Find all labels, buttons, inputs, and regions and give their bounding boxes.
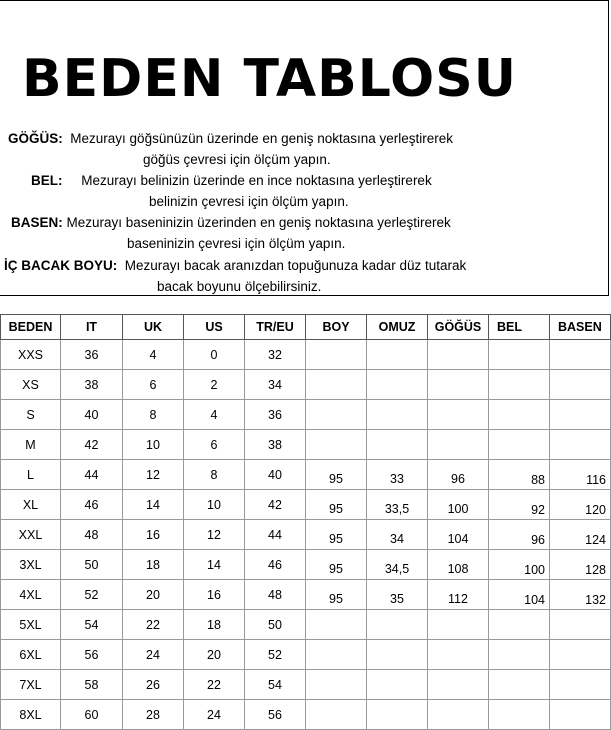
cell-tr-eu: 54 <box>245 670 306 700</box>
cell-gogus: 112 <box>428 580 489 610</box>
cell-tr-eu: 32 <box>245 340 306 370</box>
table-row <box>1 550 611 580</box>
cell-bel: 88 <box>489 460 550 490</box>
table-row <box>1 430 611 460</box>
cell-tr-eu: 38 <box>245 430 306 460</box>
instruction-label: BEL: <box>31 173 63 188</box>
instruction-bel-line1 <box>31 170 432 191</box>
cell-bel <box>489 610 550 640</box>
cell-omuz <box>367 670 428 700</box>
cell-beden: S <box>1 400 61 430</box>
cell-omuz <box>367 640 428 670</box>
cell-basen <box>550 700 611 730</box>
cell-beden: 3XL <box>1 550 61 580</box>
cell-gogus <box>428 610 489 640</box>
instruction-basen-line2: baseninizin çevresi için ölçüm yapın. <box>127 236 346 251</box>
cell-bel <box>489 340 550 370</box>
cell-boy <box>306 340 367 370</box>
cell-uk: 14 <box>123 490 184 520</box>
cell-omuz <box>367 610 428 640</box>
cell-basen: 124 <box>550 520 611 550</box>
table-row <box>1 340 611 370</box>
cell-omuz <box>367 400 428 430</box>
cell-basen <box>550 340 611 370</box>
cell-uk: 8 <box>123 400 184 430</box>
cell-tr-eu: 52 <box>245 640 306 670</box>
cell-it: 58 <box>61 670 123 700</box>
cell-us: 20 <box>184 640 245 670</box>
cell-tr-eu: 36 <box>245 400 306 430</box>
cell-boy <box>306 610 367 640</box>
cell-uk: 6 <box>123 370 184 400</box>
cell-us: 2 <box>184 370 245 400</box>
cell-boy <box>306 430 367 460</box>
cell-boy <box>306 670 367 700</box>
instruction-label: GÖĞÜS: <box>8 131 63 146</box>
cell-us: 8 <box>184 460 245 490</box>
cell-us: 0 <box>184 340 245 370</box>
cell-it: 44 <box>61 460 123 490</box>
table-row <box>1 400 611 430</box>
cell-it: 56 <box>61 640 123 670</box>
instruction-text: Mezurayı bacak aranızdan topuğunuza kadar düz tutarak <box>124 258 467 273</box>
table-row <box>1 490 611 520</box>
cell-beden: M <box>1 430 61 460</box>
cell-uk: 12 <box>123 460 184 490</box>
cell-tr-eu: 48 <box>245 580 306 610</box>
cell-us: 24 <box>184 700 245 730</box>
header-boy: BOY <box>306 315 367 340</box>
cell-bel <box>489 700 550 730</box>
table-row <box>1 520 611 550</box>
cell-bel <box>489 640 550 670</box>
cell-bel: 92 <box>489 490 550 520</box>
cell-beden: 7XL <box>1 670 61 700</box>
table-row <box>1 700 611 730</box>
cell-bel <box>489 430 550 460</box>
header-tr-eu: TR/EU <box>245 315 306 340</box>
cell-beden: 8XL <box>1 700 61 730</box>
header-it: IT <box>61 315 123 340</box>
cell-omuz: 33,5 <box>367 490 428 520</box>
header-omuz: OMUZ <box>367 315 428 340</box>
cell-gogus <box>428 370 489 400</box>
cell-it: 46 <box>61 490 123 520</box>
table-row <box>1 670 611 700</box>
cell-boy <box>306 640 367 670</box>
cell-uk: 10 <box>123 430 184 460</box>
cell-tr-eu: 42 <box>245 490 306 520</box>
cell-tr-eu: 40 <box>245 460 306 490</box>
instruction-gogus-line2: göğüs çevresi için ölçüm yapın. <box>143 152 331 167</box>
cell-us: 16 <box>184 580 245 610</box>
instruction-ic-bacak-line1 <box>4 255 466 276</box>
cell-beden: 4XL <box>1 580 61 610</box>
cell-beden: XXS <box>1 340 61 370</box>
cell-basen: 128 <box>550 550 611 580</box>
header-bel: BEL <box>489 315 550 340</box>
cell-gogus <box>428 430 489 460</box>
header-us: US <box>184 315 245 340</box>
cell-us: 10 <box>184 490 245 520</box>
cell-us: 22 <box>184 670 245 700</box>
cell-uk: 28 <box>123 700 184 730</box>
cell-boy: 95 <box>306 580 367 610</box>
header-uk: UK <box>123 315 184 340</box>
cell-gogus <box>428 400 489 430</box>
cell-basen <box>550 370 611 400</box>
instruction-text: Mezurayı göğsünüzün üzerinde en geniş noktasına yerleştirerek <box>70 131 454 146</box>
cell-it: 36 <box>61 340 123 370</box>
cell-it: 54 <box>61 610 123 640</box>
cell-uk: 20 <box>123 580 184 610</box>
cell-omuz: 35 <box>367 580 428 610</box>
cell-basen <box>550 400 611 430</box>
cell-basen: 120 <box>550 490 611 520</box>
cell-basen: 132 <box>550 580 611 610</box>
cell-beden: 5XL <box>1 610 61 640</box>
table-header-row <box>1 315 611 340</box>
table-row <box>1 370 611 400</box>
cell-bel: 96 <box>489 520 550 550</box>
cell-it: 42 <box>61 430 123 460</box>
cell-omuz <box>367 700 428 730</box>
instruction-bel-line2: belinizin çevresi için ölçüm yapın. <box>149 194 349 209</box>
cell-boy: 95 <box>306 550 367 580</box>
table-row <box>1 460 611 490</box>
instruction-text: Mezurayı baseninizin üzerinden en geniş noktasına yerleştirerek <box>66 215 451 230</box>
cell-beden: XS <box>1 370 61 400</box>
cell-omuz: 34,5 <box>367 550 428 580</box>
cell-uk: 22 <box>123 610 184 640</box>
cell-basen: 116 <box>550 460 611 490</box>
cell-uk: 26 <box>123 670 184 700</box>
table-row <box>1 580 611 610</box>
cell-tr-eu: 46 <box>245 550 306 580</box>
cell-omuz <box>367 370 428 400</box>
cell-bel <box>489 670 550 700</box>
cell-it: 48 <box>61 520 123 550</box>
cell-boy: 95 <box>306 460 367 490</box>
header-basen: BASEN <box>550 315 611 340</box>
cell-gogus: 96 <box>428 460 489 490</box>
cell-us: 6 <box>184 430 245 460</box>
cell-us: 12 <box>184 520 245 550</box>
cell-boy <box>306 400 367 430</box>
cell-boy: 95 <box>306 490 367 520</box>
cell-omuz <box>367 430 428 460</box>
cell-beden: XL <box>1 490 61 520</box>
cell-us: 4 <box>184 400 245 430</box>
cell-bel: 104 <box>489 580 550 610</box>
page-title: BEDEN TABLOSU <box>22 49 517 109</box>
cell-it: 60 <box>61 700 123 730</box>
cell-beden: XXL <box>1 520 61 550</box>
header-beden: BEDEN <box>1 315 61 340</box>
cell-basen <box>550 610 611 640</box>
cell-it: 52 <box>61 580 123 610</box>
cell-it: 38 <box>61 370 123 400</box>
cell-boy <box>306 370 367 400</box>
table-body <box>1 340 611 730</box>
table-row <box>1 610 611 640</box>
cell-bel <box>489 400 550 430</box>
cell-tr-eu: 34 <box>245 370 306 400</box>
cell-gogus: 108 <box>428 550 489 580</box>
cell-uk: 24 <box>123 640 184 670</box>
cell-basen <box>550 670 611 700</box>
cell-gogus: 104 <box>428 520 489 550</box>
cell-boy <box>306 700 367 730</box>
cell-us: 14 <box>184 550 245 580</box>
cell-basen <box>550 430 611 460</box>
instruction-label: İÇ BACAK BOYU: <box>4 258 118 273</box>
cell-it: 40 <box>61 400 123 430</box>
instruction-text: Mezurayı belinizin üzerinde en ince noktasına yerleştirerek <box>81 173 432 188</box>
header-gogus: GÖĞÜS <box>428 315 489 340</box>
cell-gogus <box>428 700 489 730</box>
cell-tr-eu: 50 <box>245 610 306 640</box>
cell-gogus <box>428 640 489 670</box>
cell-uk: 4 <box>123 340 184 370</box>
cell-gogus: 100 <box>428 490 489 520</box>
cell-bel <box>489 370 550 400</box>
cell-us: 18 <box>184 610 245 640</box>
header-box <box>0 0 609 296</box>
cell-uk: 16 <box>123 520 184 550</box>
size-table <box>0 314 611 730</box>
cell-gogus <box>428 670 489 700</box>
instruction-ic-bacak-line2: bacak boyunu ölçebilirsiniz. <box>157 279 322 294</box>
cell-beden: L <box>1 460 61 490</box>
cell-beden: 6XL <box>1 640 61 670</box>
cell-boy: 95 <box>306 520 367 550</box>
cell-tr-eu: 56 <box>245 700 306 730</box>
cell-omuz <box>367 340 428 370</box>
cell-tr-eu: 44 <box>245 520 306 550</box>
cell-basen <box>550 640 611 670</box>
cell-bel: 100 <box>489 550 550 580</box>
instruction-basen-line1 <box>11 212 451 233</box>
cell-omuz: 33 <box>367 460 428 490</box>
instruction-gogus-line1 <box>8 128 453 149</box>
table-row <box>1 640 611 670</box>
cell-it: 50 <box>61 550 123 580</box>
cell-gogus <box>428 340 489 370</box>
cell-uk: 18 <box>123 550 184 580</box>
instruction-label: BASEN: <box>11 215 63 230</box>
cell-omuz: 34 <box>367 520 428 550</box>
